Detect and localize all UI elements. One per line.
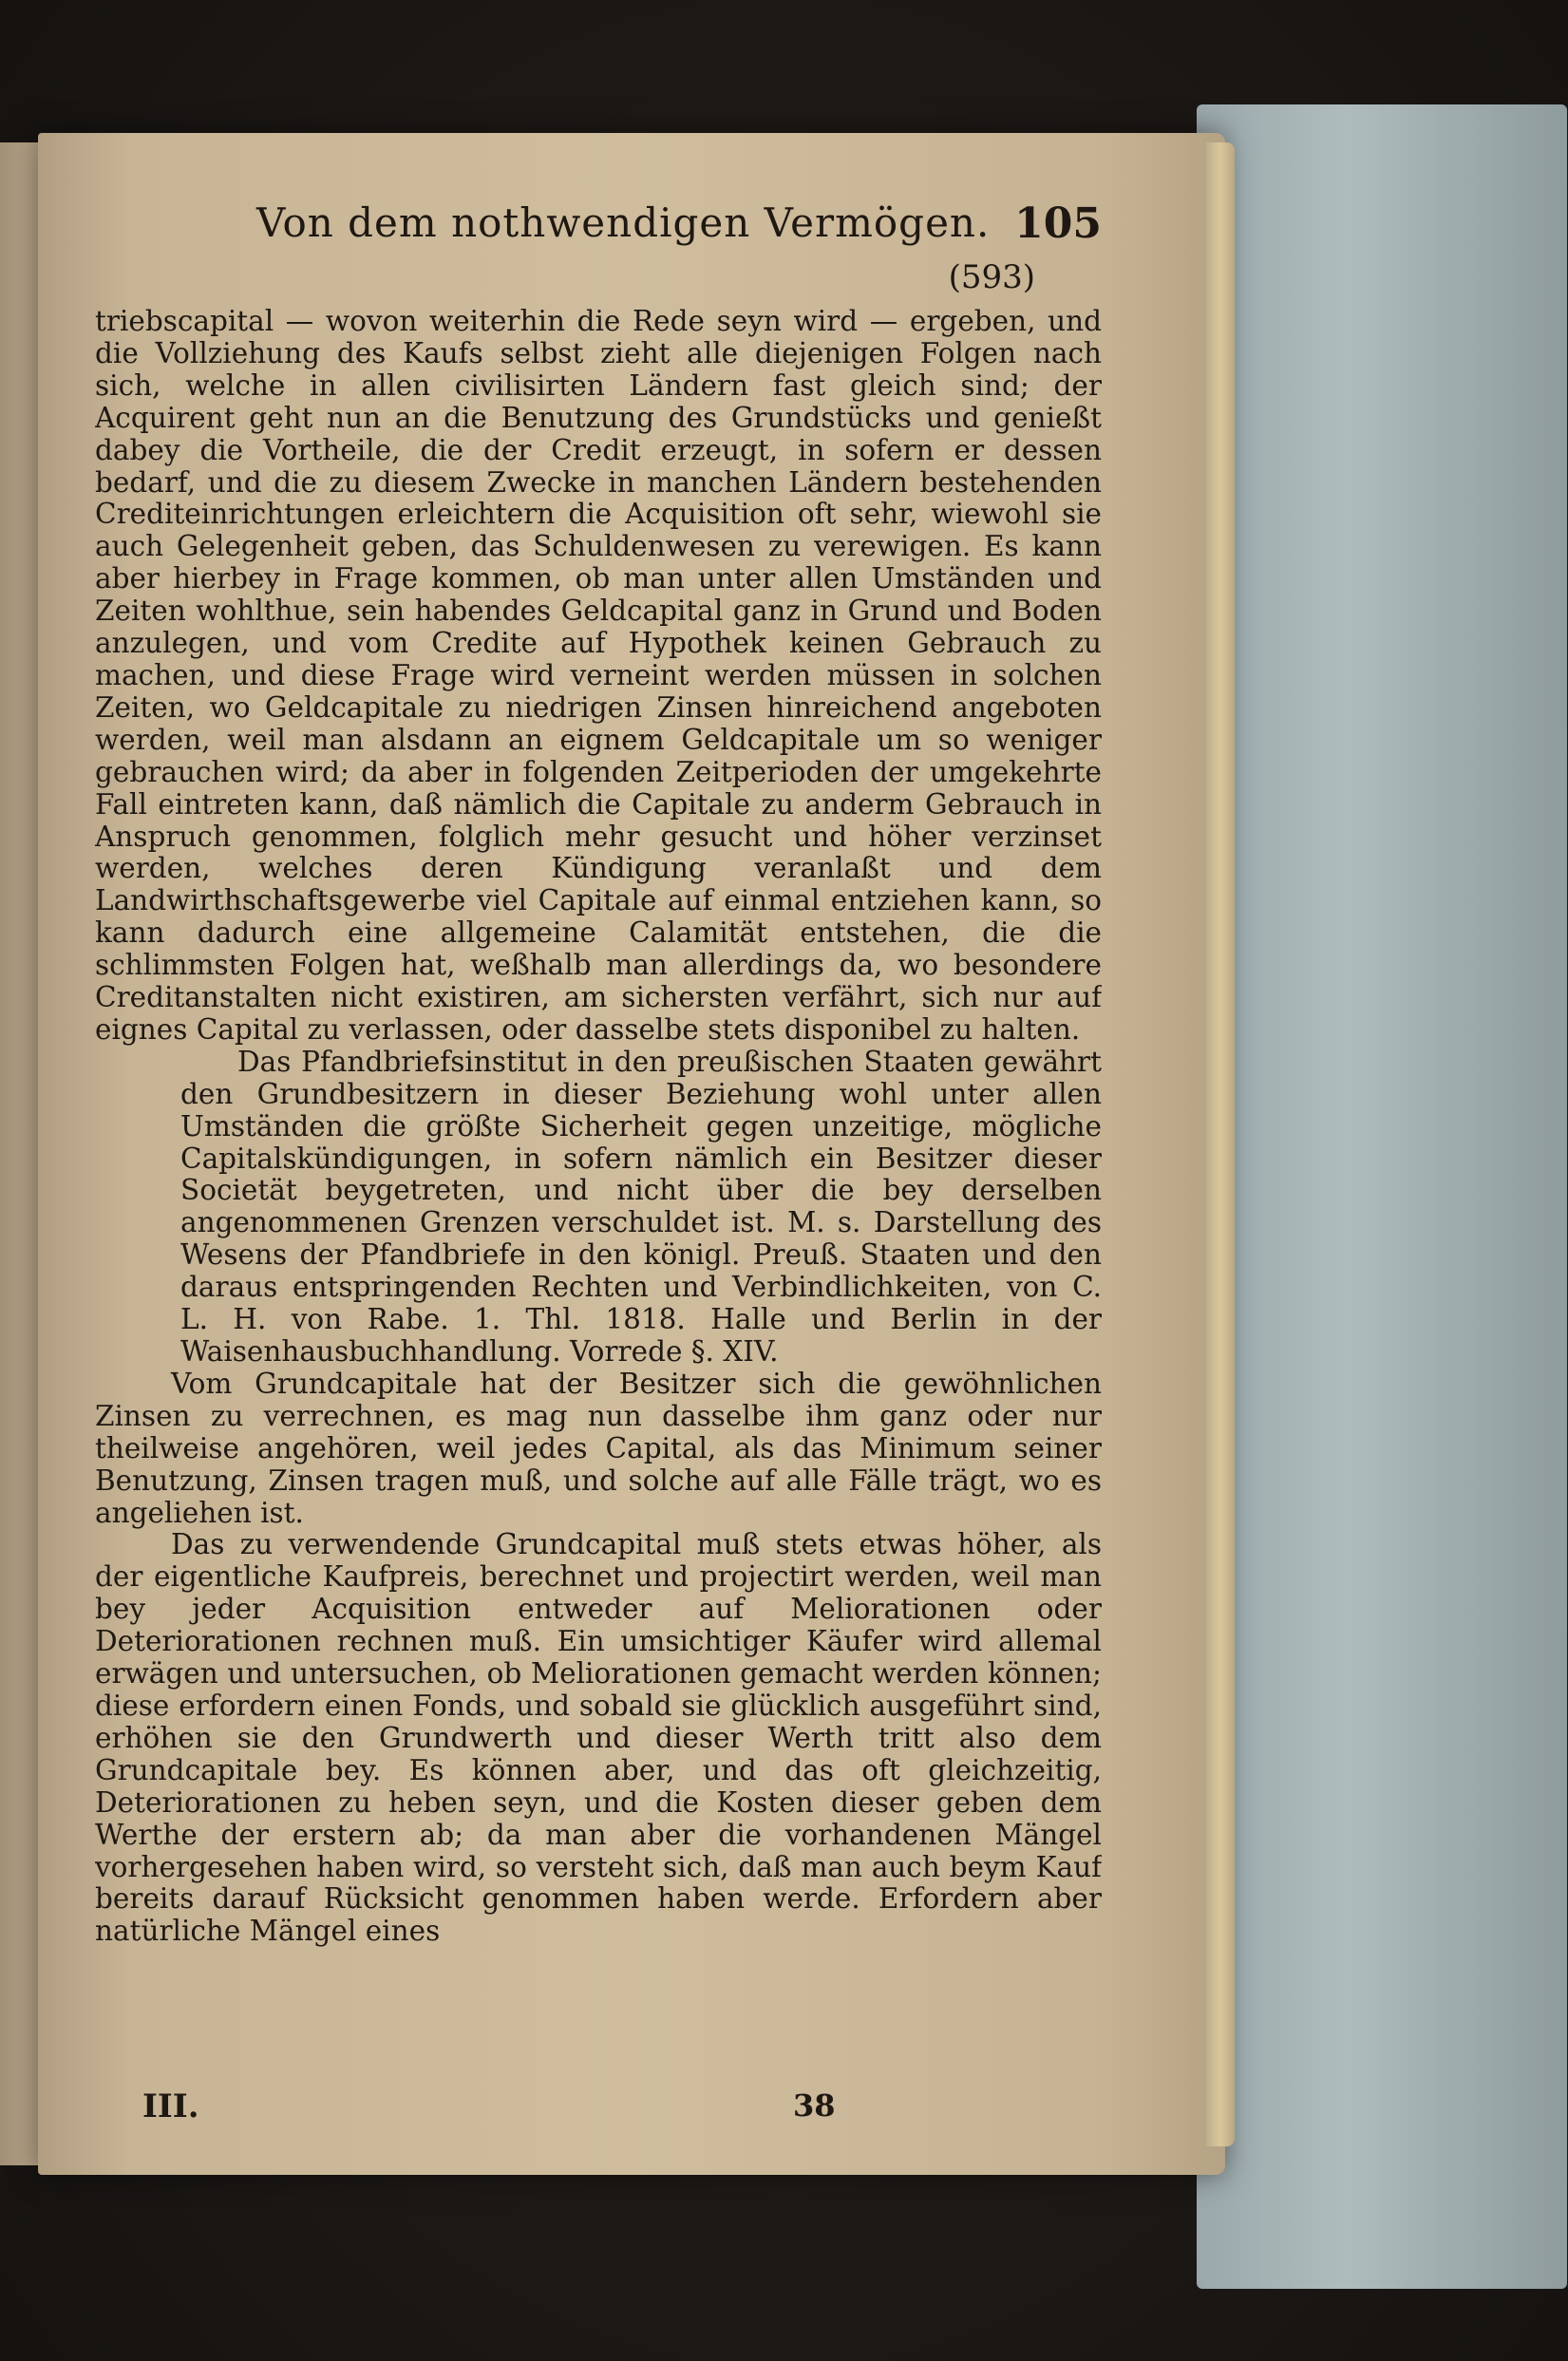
running-title: Von dem nothwendigen Vermögen.	[256, 199, 991, 246]
marginal-number: (593)	[948, 258, 1035, 296]
paragraph: Das zu verwendende Grundcapital muß stets etwas höher, als der eigentliche Kaufpreis, berechnet und projectirt werden, weil man bey jeder Acquisition entweder auf Meliorationen oder Deteriorationen rechnen muß. Ein umsichtiger Käufer wird allemal erwägen und untersuchen, ob Meliorationen gemacht werden können; diese erfordern einen Fonds, und sobald sie glücklich ausgeführt sind, erhöhen sie den Grundwerth und dieser Werth tritt also dem Grundcapitale bey. Es können aber, und das oft gleichzeitig, Deteriorationen zu heben seyn, und die Kosten dieser geben dem Werthe der erstern ab; da man aber die vorhandenen Mängel vorhergesehen haben wird, so versteht sich, daß man auch beym Kauf bereits darauf Rücksicht genommen haben werde. Erfordern aber natürliche Mängel eines	[95, 1528, 1102, 1948]
signature-mark: III.	[142, 2087, 199, 2125]
book-cover	[1197, 104, 1567, 2289]
paragraph: triebscapital — wovon weiterhin die Rede seyn wird — ergeben, und die Vollziehung des Kaufs selbst zieht alle diejenigen Folgen nach sich, welche in allen civilisirten Ländern fast gleich sind; der Acquirent geht nun an die Benutzung des Grundstücks und genießt dabey die Vortheile, die der Credit erzeugt, in sofern er dessen bedarf, und die zu diesem Zwecke in manchen Ländern bestehenden Crediteinrichtungen erleichtern die Acquisition oft sehr, wiewohl sie auch Gelegenheit geben, das Schuldenwesen zu verewigen. Es kann aber hierbey in Frage kommen, ob man unter allen Umständen und Zeiten wohlthue, sein habendes Geldcapital ganz in Grund und Boden anzulegen, und vom Credite auf Hypothek keinen Gebrauch zu machen, und diese Frage wird verneint werden müssen in solchen Zeiten, wo Geldcapitale zu niedrigen Zinsen hinreichend angeboten werden, weil man alsdann an eignem Geldcapitale um so weniger gebrauchen wird; da aber in folgenden Zeitperioden der umgekehrte Fall eintreten kann, daß nämlich die Capitale zu anderm Gebrauch in Anspruch genommen, folglich mehr gesucht und höher verzinset werden, welches deren Kündigung veranlaßt und dem Landwirthschaftsgewerbe viel Capitale auf einmal entziehen kann, so kann dadurch eine allgemeine Calamität entstehen, die die schlimmsten Folgen hat, weßhalb man allerdings da, wo besondere Creditanstalten nicht existiren, am sichersten verfährt, sich nur auf eignes Capital zu verlassen, oder dasselbe stets disponibel zu halten.	[95, 305, 1102, 1046]
page-number: 105	[1014, 199, 1102, 248]
page-fore-edge	[1206, 142, 1235, 2146]
page-footer	[95, 2087, 1102, 2125]
sheet-number: 38	[793, 2087, 836, 2124]
paragraph: Vom Grundcapitale hat der Besitzer sich die gewöhnlichen Zinsen zu verrechnen, es mag nun dasselbe ihm ganz oder nur theilweise angehören, weil jedes Capital, als das Minimum seiner Benutzung, Zinsen tragen muß, und solche auf alle Fälle trägt, wo es angeliehen ist.	[95, 1367, 1102, 1529]
note-paragraph: Das Pfandbriefsinstitut in den preußischen Staaten gewährt den Grundbesitzern in dieser Beziehung wohl unter allen Umständen die größte Sicherheit gegen unzeitige, mögliche Capitalskündigungen, in sofern nämlich ein Besitzer dieser Societät beygetreten, und nicht über die bey derselben angenommenen Grenzen verschuldet ist. M. s. Darstellung des Wesens der Pfandbriefe in den königl. Preuß. Staaten und den daraus entspringenden Rechten und Verbindlichkeiten, von C. L. H. von Rabe. 1. Thl. 1818. Halle und Berlin in der Waisenhausbuchhandlung. Vorrede §. XIV.	[180, 1045, 1102, 1368]
page-header	[95, 199, 1102, 258]
page-text-block	[95, 199, 1102, 2146]
body-text	[95, 306, 1102, 1948]
